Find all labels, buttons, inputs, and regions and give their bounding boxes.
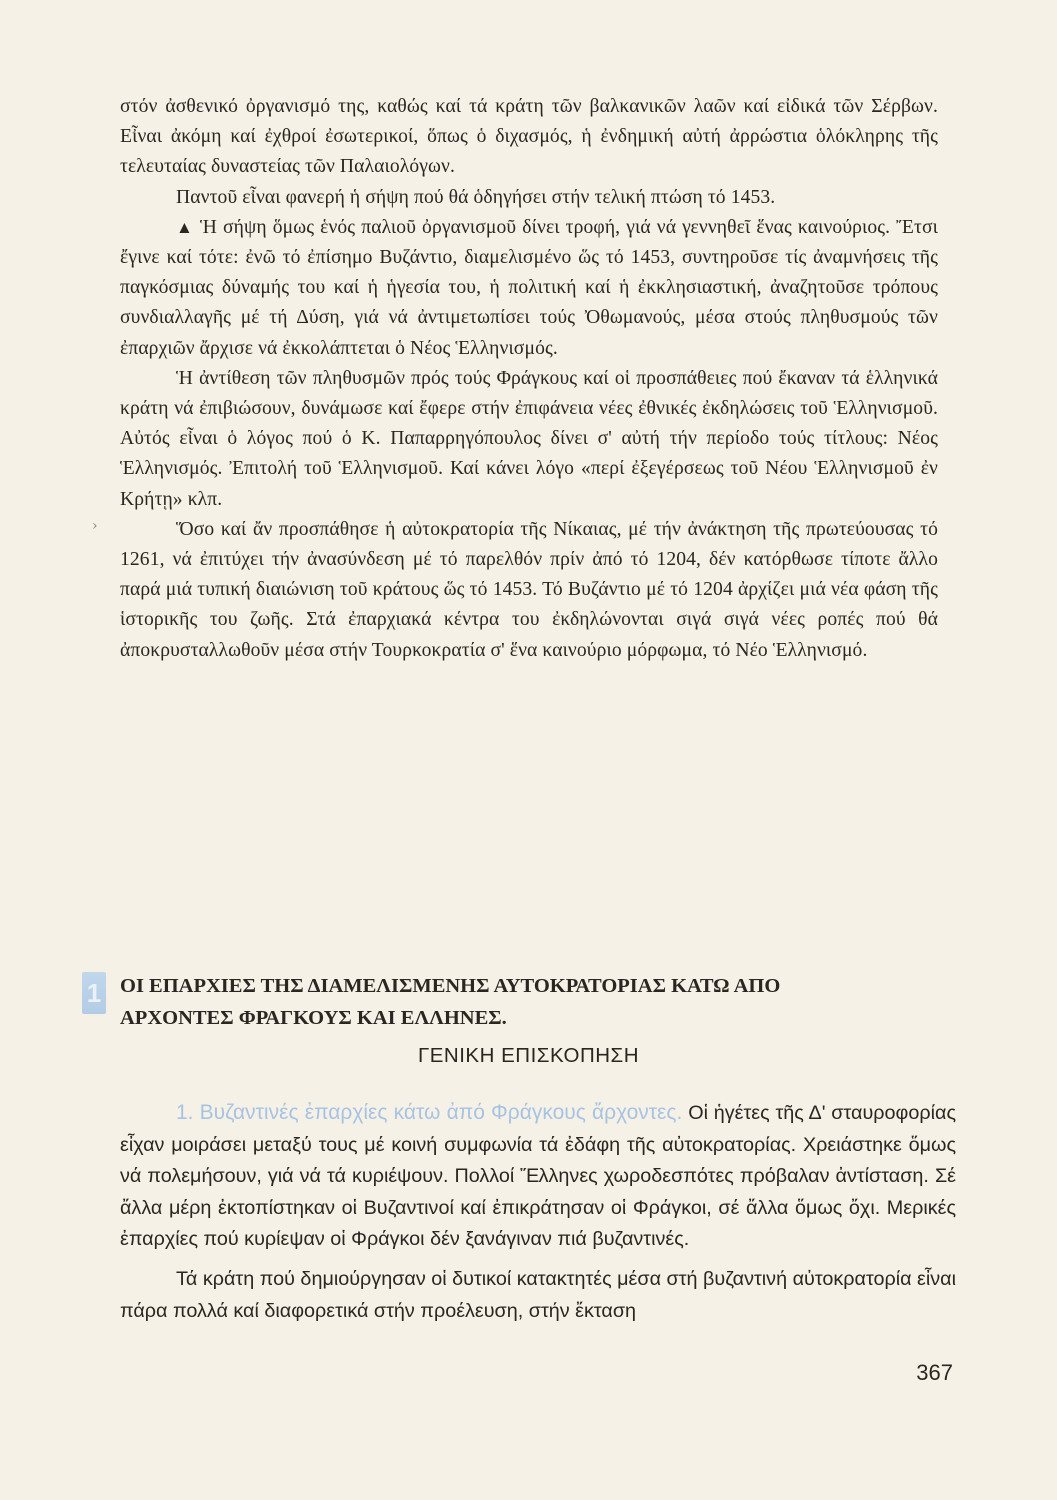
paragraph-2: Παντοῦ εἶναι φανερή ἡ σήψη πού θά ὁδηγήσει στήν τελική πτώση τό 1453. [176, 186, 776, 208]
paragraph-3-text: Ἡ σήψη ὅμως ἑνός παλιοῦ ὀργανισμοῦ δίνει τροφή, γιά νά γεννηθεῖ ἕνας καινούριος. Ἔτσι ἔγινε καί τότε: ἐνῶ τό ἐπίσημο Βυζάντιο, διαμελισμένο ὥς τό 1453, συντηροῦσε τίς ἀναμνήσεις τῆς παγκόσμιας δύναμής του καί ἡ ἡγεσία του, ἡ πολιτική καί ἡ ἐκκλησιαστική, ἀναζητοῦσε τρόπους συνδιαλλαγῆς μέ τή Δύση, γιά νά ἀντιμετωπίσει τούς Ὀθωμανούς, μέσα στούς πληθυσμούς τῶν ἐπαρχιῶν ἄρχισε νά ἐκκολάπτεται ὁ Νέος Ἑλληνισμός. [120, 216, 938, 359]
paragraph-4: Ἡ ἀντίθεση τῶν πληθυσμῶν πρός τούς Φράγκους καί οἱ προσπάθειες πού ἔκαναν τά ἑλληνικά κράτη νά ἐπιβιώσουν, δυνάμωσε καί ἔφερε στήν ἐπιφάνεια νέες ἐθνικές ἐκδηλώσεις τοῦ Ἑλληνισμοῦ. Αὐτός εἶναι ὁ λόγος πού ὁ Κ. Παπαρρηγόπουλος δίνει σ' αὐτή τήν περίοδο τούς τίτλους: Νέος Ἑλληνισμός. Ἐπιτολή τοῦ Ἑλληνισμοῦ. Καί κάνει λόγο «περί ἐξεγέρσεως τοῦ Νέου Ἑλληνισμοῦ ἐν Κρήτῃ» κλπ. [120, 367, 938, 510]
paragraph-3 [120, 213, 938, 364]
triangle-marker-icon: ▲ [176, 217, 194, 237]
section-paragraph-1 [120, 1097, 956, 1256]
section-title [120, 970, 960, 1034]
section-title-line-1: ΟΙ ΕΠΑΡΧΙΕΣ ΤΗΣ ΔΙΑΜΕΛΙΣΜΕΝΗΣ ΑΥΤΟΚΡΑΤΟΡΙΑΣ ΚΑΤΩ ΑΠΟ [120, 975, 781, 997]
main-text [120, 92, 938, 666]
section-number-badge: 1 [82, 972, 106, 1014]
section-paragraph-1-text: Οἱ ἡγέτες τῆς Δ' σταυροφορίας εἶχαν μοιράσει μεταξύ τους μέ κοινή συμφωνία τά ἐδάφη τῆς αὐτοκρατορίας. Χρειάστηκε ὅμως νά πολεμήσουν, γιά νά τά κυριέψουν. Πολλοί Ἕλληνες χωροδεσπότες πρόβαλαν ἀντίσταση. Σέ ἄλλα μέρη ἐκτοπίστηκαν οἱ Βυζαντινοί καί ἐπικράτησαν οἱ Φράγκοι, σέ ἄλλα ὅμως ὄχι. Μερικές ἐπαρχίες πού κυρίεψαν οἱ Φράγκοι δέν ξανάγιναν πιά βυζαντινές. [120, 1102, 957, 1251]
section-subtitle: ΓΕΝΙΚΗ ΕΠΙΣΚΟΠΗΣΗ [417, 1044, 640, 1067]
section-text [120, 1097, 956, 1327]
section-title-line-2: ΑΡΧΟΝΤΕΣ ΦΡΑΓΚΟΥΣ ΚΑΙ ΕΛΛΗΝΕΣ. [120, 1007, 507, 1029]
section-paragraph-2: Τά κράτη πού δημιούργησαν οἱ δυτικοί κατακτητές μέσα στή βυζαντινή αὐτοκρατορία εἶναι πάρα πολλά καί διαφορετικά στήν προέλευση, στήν ἔκταση [120, 1267, 956, 1322]
paragraph-1: στόν ἀσθενικό ὀργανισμό της, καθώς καί τά κράτη τῶν βαλκανικῶν λαῶν καί εἰδικά τῶν Σέρβων. Εἶναι ἀκόμη καί ἐχθροί ἐσωτερικοί, ὅπως ὁ διχασμός, ἡ ἐνδημική αὐτή ἀρρώστια ὁλόκληρης τῆς τελευταίας δυναστείας τῶν Παλαιολόγων. [120, 96, 938, 178]
paragraph-5: Ὅσο καί ἄν προσπάθησε ἡ αὐτοκρατορία τῆς Νίκαιας, μέ τήν ἀνάκτηση τῆς πρωτεύουσας τό 1261, νά ἐπιτύχει τήν ἀνασύνδεση μέ τό παρελθόν πρίν ἀπό τό 1204, δέν κατόρθωσε τίποτε ἄλλο παρά μιά τυπική διαιώνιση τοῦ κράτους ὥς τό 1453. Τό Βυζάντιο μέ τό 1204 ἀρχίζει μιά νέα φάση τῆς ἱστορικῆς του ζωῆς. Στά ἐπαρχιακά κέντρα του ἐκδηλώνονται σιγά σιγά νέες ροπές πού θά ἀποκρυσταλλωθοῦν μέσα στήν Τουρκοκρατία σ' ἕνα καινούριο μόρφωμα, τό Νέο Ἑλληνισμό. [120, 518, 938, 661]
inline-subheading: 1. Βυζαντινές ἐπαρχίες κάτω ἀπό Φράγκους ἄρχοντες. [176, 1101, 683, 1124]
margin-mark-icon: › [92, 518, 98, 534]
page-number: 367 [916, 1360, 953, 1385]
